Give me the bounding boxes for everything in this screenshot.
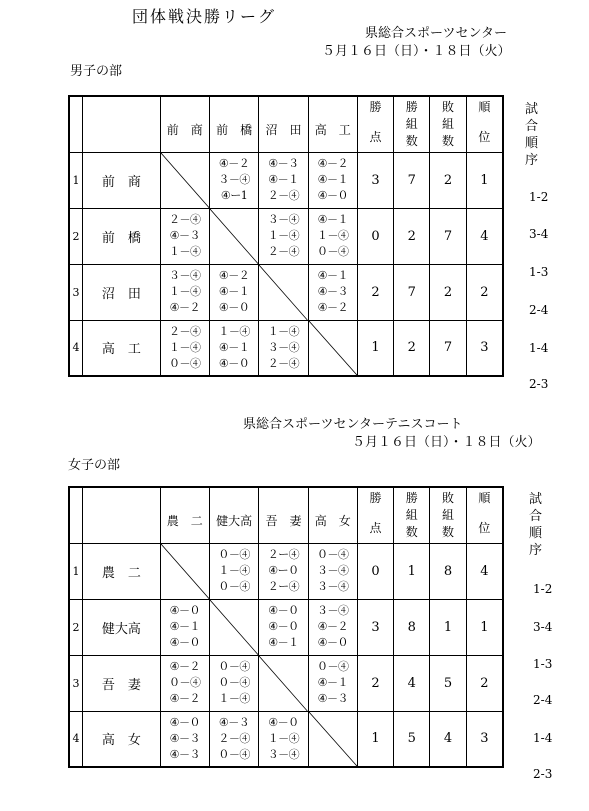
set-score: ④－３: [268, 157, 299, 170]
stat-header-char: 勝: [369, 491, 382, 505]
team-row: [69, 208, 503, 264]
set-score: １－④: [169, 285, 201, 298]
order-item: 2-3: [529, 377, 549, 391]
stat-header-char: 点: [369, 521, 382, 535]
team-name: 農 二: [83, 543, 161, 599]
match-score-cell: [209, 655, 258, 711]
match-score-cell: [160, 208, 209, 264]
order-label-char: 合: [529, 509, 543, 524]
order-item: 1-2: [533, 582, 553, 596]
team-stat: 4: [466, 208, 503, 264]
order-label-char: 序: [529, 543, 543, 558]
match-score-cell: [209, 320, 258, 376]
team-stat: 7: [394, 152, 430, 208]
team-stat: 4: [394, 655, 430, 711]
set-score: ３－④: [267, 747, 300, 761]
match-score-cell: [160, 264, 209, 320]
order-item: 1-2: [529, 190, 549, 204]
team-name: 前 商: [83, 152, 161, 208]
set-score: ２ー④: [267, 580, 300, 593]
self-match-cell: [209, 599, 258, 655]
self-match-cell: [308, 711, 357, 767]
team-stat: 1: [394, 543, 430, 599]
set-score: ④－１: [169, 620, 200, 633]
match-score-cell: [259, 599, 308, 655]
set-score: １－④: [218, 324, 250, 338]
team-row: [69, 320, 503, 376]
set-score: ０－④: [218, 580, 250, 593]
set-score: ３－④: [317, 604, 349, 617]
team-name: 高 女: [83, 711, 161, 767]
team-index: 1: [69, 543, 83, 599]
self-match-cell: [160, 543, 209, 599]
team-name: 前 橋: [83, 208, 161, 264]
stat-header-char: 位: [478, 130, 491, 144]
team-stat: 4: [466, 543, 503, 599]
set-score: ④－２: [169, 660, 200, 673]
set-score: ０－④: [317, 245, 349, 258]
stat-header-char: 点: [369, 130, 382, 144]
corner-cell: [83, 487, 161, 543]
match-score-cell: [308, 599, 357, 655]
stat-header-win-pts: [357, 96, 393, 152]
set-score: ④－０: [218, 301, 250, 314]
team-stat: 1: [466, 152, 503, 208]
set-score: ④－３: [218, 715, 250, 729]
stat-header-char: 組: [442, 508, 455, 522]
set-score: ２ー④: [267, 548, 300, 561]
stat-header-rank: [466, 487, 503, 543]
self-match-cell: [259, 264, 308, 320]
set-score: ④－０: [169, 715, 200, 729]
set-score: １－④: [267, 324, 300, 338]
stat-header-char: 組: [442, 117, 455, 131]
set-score: ０－④: [169, 676, 201, 689]
set-score: ３－④: [317, 580, 349, 593]
set-score: ④－１: [317, 213, 348, 226]
stat-header-char: 数: [442, 134, 455, 148]
stat-header-char: 敗: [442, 100, 455, 114]
order-item: 1-4: [533, 731, 553, 745]
team-row: [69, 543, 503, 599]
match-score-cell: [308, 655, 357, 711]
set-score: ④－０: [169, 604, 200, 617]
set-score: ④－３: [317, 692, 348, 705]
team-index: 3: [69, 264, 83, 320]
team-stat: 8: [394, 599, 430, 655]
stat-header-win-sets: [394, 96, 430, 152]
opponent-header: 農 二: [160, 487, 209, 543]
set-score: ④－１: [268, 636, 299, 649]
set-score: ④－１: [317, 269, 348, 282]
set-score: ④－０: [317, 636, 348, 649]
stat-header-win-sets: [394, 487, 430, 543]
match-score-cell: [259, 320, 308, 376]
set-score: ④－２: [218, 157, 250, 170]
team-stat: 1: [357, 711, 393, 767]
match-score-cell: [308, 208, 357, 264]
opponent-header: 健大高: [209, 487, 258, 543]
team-name: 吾 妻: [83, 655, 161, 711]
opponent-header: 高 女: [308, 487, 357, 543]
order-item: 1-3: [529, 265, 549, 279]
self-match-cell: [259, 655, 308, 711]
set-score: ０－④: [218, 660, 250, 673]
team-stat: 2: [430, 264, 466, 320]
stat-header-char: 組: [405, 508, 418, 522]
girls-section-label: 女子の部: [68, 458, 121, 473]
match-score-cell: [308, 152, 357, 208]
boys-results-table: [68, 95, 504, 377]
diagonal-line: [309, 712, 357, 767]
set-score: ④－３: [169, 229, 200, 242]
set-score: ２－④: [267, 245, 300, 258]
set-score: １－④: [267, 731, 300, 745]
match-score-cell: [209, 711, 258, 767]
set-score: ④－１: [268, 173, 299, 186]
set-score: ④－０: [268, 620, 299, 633]
team-index: 3: [69, 655, 83, 711]
team-row: [69, 655, 503, 711]
team-name: 沼 田: [83, 264, 161, 320]
team-stat: 4: [430, 711, 466, 767]
set-score: ０－④: [169, 356, 201, 370]
self-match-cell: [160, 152, 209, 208]
team-stat: 3: [466, 320, 503, 376]
stat-header-char: 敗: [442, 491, 455, 505]
team-stat: 7: [394, 264, 430, 320]
set-score: ２－④: [218, 731, 250, 745]
set-score: ④ー1: [220, 189, 248, 202]
order-label-char: 試: [525, 102, 539, 117]
match-score-cell: [308, 543, 357, 599]
order-label-char: 合: [525, 119, 539, 134]
diagonal-line: [309, 321, 357, 376]
set-score: ④－０: [218, 356, 250, 370]
team-stat: 5: [430, 655, 466, 711]
set-score: ３－④: [317, 564, 349, 577]
match-score-cell: [209, 152, 258, 208]
set-score: ④－０: [317, 189, 348, 202]
boys-venue: 県総合スポーツセンター: [365, 26, 507, 41]
stat-header-char: 勝: [405, 100, 418, 114]
stat-header-char: 順: [478, 100, 491, 114]
set-score: ０－④: [317, 548, 349, 561]
corner-cell: [83, 96, 161, 152]
order-item: 2-4: [533, 693, 553, 707]
team-stat: 3: [357, 152, 393, 208]
set-score: ０－④: [317, 660, 349, 673]
set-score: ④－２: [317, 620, 348, 633]
match-score-cell: [160, 599, 209, 655]
team-stat: 0: [357, 543, 393, 599]
match-score-cell: [160, 320, 209, 376]
match-score-cell: [160, 711, 209, 767]
diagonal-line: [259, 656, 307, 711]
order-label-char: 序: [525, 153, 539, 168]
opponent-header: 前 橋: [209, 96, 258, 152]
stat-header-loss-sets: [430, 487, 466, 543]
opponent-header: 高 工: [308, 96, 357, 152]
team-stat: 1: [357, 320, 393, 376]
set-score: ④－０: [169, 636, 200, 649]
diagonal-line: [210, 600, 258, 655]
set-score: ④－３: [317, 285, 348, 298]
girls-results-table: [68, 486, 504, 768]
team-name: 高 工: [83, 320, 161, 376]
set-score: ④－２: [317, 301, 348, 314]
team-stat: 5: [394, 711, 430, 767]
match-score-cell: [308, 264, 357, 320]
diagonal-line: [259, 265, 307, 320]
set-score: ④－１: [317, 676, 348, 689]
set-score: ２－④: [169, 324, 201, 338]
match-score-cell: [259, 543, 308, 599]
set-score: １－④: [267, 229, 300, 242]
set-score: ④－２: [317, 157, 348, 170]
set-score: ３－④: [169, 269, 201, 282]
order-item: 3-4: [529, 227, 549, 241]
team-stat: 2: [357, 264, 393, 320]
diagonal-line: [161, 544, 209, 599]
set-score: ④－１: [317, 173, 348, 186]
set-score: １－④: [317, 229, 349, 242]
team-index: 2: [69, 599, 83, 655]
corner-cell: [69, 487, 83, 543]
set-score: ④－０: [268, 715, 299, 729]
stat-header-char: 数: [405, 525, 418, 539]
team-stat: 0: [357, 208, 393, 264]
team-stat: 2: [394, 320, 430, 376]
set-score: ０－④: [218, 676, 250, 689]
stat-header-char: 組: [405, 117, 418, 131]
self-match-cell: [308, 320, 357, 376]
team-index: 4: [69, 711, 83, 767]
opponent-header: 沼 田: [259, 96, 308, 152]
order-label-char: 順: [525, 136, 539, 151]
team-stat: 1: [466, 599, 503, 655]
team-stat: 1: [430, 599, 466, 655]
set-score: １－④: [218, 564, 250, 577]
opponent-header: 前 商: [160, 96, 209, 152]
order-item: 2-4: [529, 303, 549, 317]
team-stat: 7: [430, 320, 466, 376]
girls-venue: 県総合スポーツセンターテニスコート: [243, 417, 463, 432]
team-row: [69, 264, 503, 320]
order-item: 3-4: [533, 620, 553, 634]
stat-header-char: 勝: [405, 491, 418, 505]
order-item: 1-4: [529, 341, 549, 355]
set-score: １－④: [218, 692, 250, 705]
match-score-cell: [209, 543, 258, 599]
order-item: 2-3: [533, 767, 553, 781]
set-score: ④ー０: [268, 564, 299, 577]
set-score: ３－④: [267, 213, 300, 226]
boys-section-label: 男子の部: [70, 64, 123, 79]
team-stat: 2: [430, 152, 466, 208]
order-label-char: 試: [529, 492, 543, 507]
opponent-header: 吾 妻: [259, 487, 308, 543]
set-score: ３－④: [218, 173, 250, 186]
corner-cell: [69, 96, 83, 152]
page-title: 団体戦決勝リーグ: [132, 7, 277, 26]
team-stat: 8: [430, 543, 466, 599]
stat-header-char: 数: [405, 134, 418, 148]
set-score: ０－④: [218, 548, 250, 561]
set-score: ④－１: [218, 340, 250, 354]
match-score-cell: [259, 208, 308, 264]
stat-header-char: 順: [478, 491, 491, 505]
set-score: ④－１: [218, 285, 250, 298]
stat-header-char: 位: [478, 521, 491, 535]
match-score-cell: [160, 655, 209, 711]
team-stat: 7: [430, 208, 466, 264]
set-score: ④－３: [169, 747, 200, 761]
diagonal-line: [161, 153, 209, 208]
order-label-char: 順: [529, 526, 543, 541]
team-stat: 2: [394, 208, 430, 264]
team-index: 4: [69, 320, 83, 376]
team-stat: 2: [466, 655, 503, 711]
stat-header-win-pts: [357, 487, 393, 543]
stat-header-char: 数: [442, 525, 455, 539]
team-row: [69, 711, 503, 767]
team-stat: 2: [466, 264, 503, 320]
set-score: ２－④: [267, 189, 300, 202]
set-score: ２－④: [267, 356, 300, 370]
girls-dates: ５月１６日（日）・１８日（火）: [352, 435, 541, 450]
team-index: 1: [69, 152, 83, 208]
team-stat: 2: [357, 655, 393, 711]
set-score: ④－２: [169, 692, 200, 705]
set-score: １－④: [169, 340, 201, 354]
stat-header-rank: [466, 96, 503, 152]
set-score: ３－④: [267, 340, 300, 354]
stat-header-loss-sets: [430, 96, 466, 152]
order-item: 1-3: [533, 657, 553, 671]
stat-header-char: 勝: [369, 100, 382, 114]
boys-dates: ５月１６日（日）・１８日（火）: [322, 44, 511, 59]
team-stat: 3: [466, 711, 503, 767]
set-score: ④－２: [169, 301, 200, 314]
team-name: 健大高: [83, 599, 161, 655]
match-score-cell: [209, 264, 258, 320]
set-score: ２－④: [169, 213, 201, 226]
self-match-cell: [209, 208, 258, 264]
match-score-cell: [259, 152, 308, 208]
match-score-cell: [259, 711, 308, 767]
set-score: ０－④: [218, 747, 250, 761]
team-stat: 3: [357, 599, 393, 655]
diagonal-line: [210, 209, 258, 264]
set-score: ④－２: [218, 269, 250, 282]
team-index: 2: [69, 208, 83, 264]
team-row: [69, 599, 503, 655]
set-score: ④－０: [268, 604, 299, 617]
set-score: ④－３: [169, 731, 200, 745]
team-row: [69, 152, 503, 208]
set-score: １－④: [169, 245, 201, 258]
